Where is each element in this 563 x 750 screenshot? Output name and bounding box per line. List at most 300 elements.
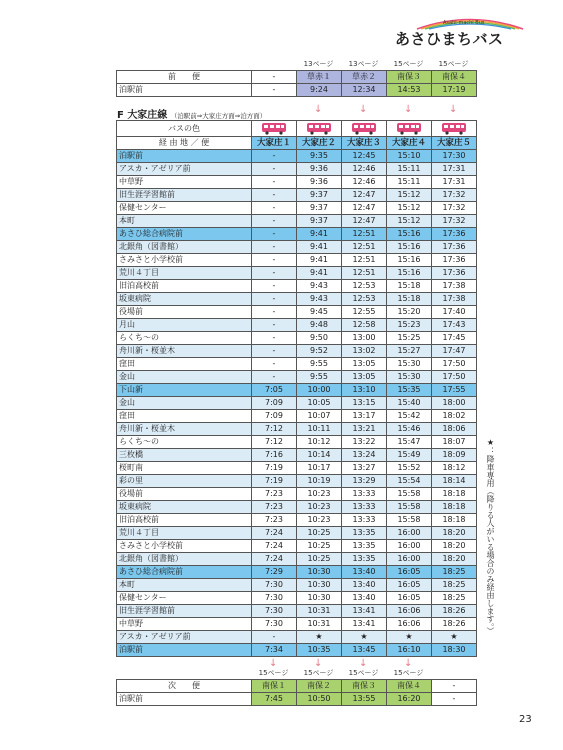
cell: - [252,84,297,97]
time-cell: 12:46 [342,176,387,189]
stop-name: 舟川新・桜並木 [117,345,252,358]
page-ref: 13ページ [348,60,379,68]
time-cell: - [252,176,297,189]
time-cell: 7:24 [252,527,297,540]
time-cell: 9:41 [297,241,342,254]
stop-name: 中草野 [117,618,252,631]
time-cell: 17:32 [432,189,477,202]
time-cell: 10:14 [297,449,342,462]
table-row [117,644,477,657]
time-cell: - [252,631,297,644]
stop-name: 北銀角（図書館） [117,553,252,566]
time-cell: 13:40 [342,592,387,605]
time-cell: 15:16 [387,267,432,280]
table-row [117,319,477,332]
bus-icon-cell [297,121,342,137]
time-cell: 15:20 [387,306,432,319]
stop-name: さみさと小学校前 [117,540,252,553]
stop-name: 彩の里 [117,475,252,488]
time-cell: - [252,371,297,384]
time-cell: - [252,241,297,254]
time-cell: ★ [387,631,432,644]
table-row [117,410,477,423]
stop-name: 泊駅前 [117,693,252,706]
down-arrow-icon: ↓ [359,658,368,669]
time-cell: 17:38 [432,293,477,306]
cell: 17:19 [432,84,477,97]
cell: 7:45 [252,693,297,706]
time-cell: 15:42 [387,410,432,423]
time-cell: 9:45 [297,306,342,319]
time-cell: 15:10 [387,150,432,163]
time-cell: ★ [297,631,342,644]
time-cell: 15:12 [387,202,432,215]
down-arrow-icon: ↓ [449,104,458,115]
table-row [117,579,477,592]
route-header: 大家庄５ [432,137,477,150]
time-cell: 18:07 [432,436,477,449]
time-cell: 15:27 [387,345,432,358]
down-arrow-icon: ↓ [314,104,323,115]
time-cell: - [252,228,297,241]
time-cell: 13:21 [342,423,387,436]
time-cell: 13:27 [342,462,387,475]
cell: 14:53 [387,84,432,97]
time-cell: 17:55 [432,384,477,397]
time-cell: 13:22 [342,436,387,449]
stop-name: あさひ総合病院前 [117,228,252,241]
table-row [117,605,477,618]
time-cell: 10:23 [297,488,342,501]
stop-name: 北銀角（図書館） [117,241,252,254]
stop-name: アスカ・アゼリア前 [117,631,252,644]
time-cell: 17:47 [432,345,477,358]
time-cell: 16:06 [387,605,432,618]
time-cell: 10:19 [297,475,342,488]
stop-name: 荒川４丁目 [117,527,252,540]
stop-name: 旧生涯学習館前 [117,189,252,202]
cell: 南保４ [432,71,477,84]
time-cell: 15:58 [387,488,432,501]
cell: 13:55 [342,693,387,706]
time-cell: 16:00 [387,553,432,566]
time-cell: 10:30 [297,592,342,605]
time-cell: 13:33 [342,501,387,514]
time-cell: 18:12 [432,462,477,475]
table-row [117,189,477,202]
time-cell: 18:30 [432,644,477,657]
stop-name: 坂東病院 [117,293,252,306]
table-row [117,475,477,488]
time-cell: 16:06 [387,618,432,631]
time-cell: 9:37 [297,202,342,215]
stop-name: あさひ総合病院前 [117,566,252,579]
time-cell: 9:35 [297,150,342,163]
time-cell: 13:02 [342,345,387,358]
table-row [117,501,477,514]
table-row [117,397,477,410]
time-cell: 16:10 [387,644,432,657]
time-cell: 12:47 [342,202,387,215]
bus-icon-cell [432,121,477,137]
time-cell: 13:33 [342,514,387,527]
bus-color-label: バスの色 [117,121,252,137]
down-arrow-icon: ↓ [404,658,413,669]
time-cell: 15:23 [387,319,432,332]
time-cell: 9:41 [297,228,342,241]
bus-icon-cell [342,121,387,137]
table-row [117,202,477,215]
time-cell: 15:16 [387,254,432,267]
stop-name: 旧生涯学習館前 [117,605,252,618]
down-arrow-icon: ↓ [404,104,413,115]
time-cell: 15:40 [387,397,432,410]
down-arrow-icon: ↓ [269,658,278,669]
time-cell: - [252,189,297,202]
prev-label: 前 便 [117,71,252,84]
time-cell: 17:36 [432,267,477,280]
time-cell: 18:09 [432,449,477,462]
time-cell: 18:25 [432,566,477,579]
page-ref: 15ページ [393,669,424,677]
time-cell: 13:41 [342,618,387,631]
stop-name: 荒川４丁目 [117,267,252,280]
cell: - [252,71,297,84]
time-cell: 18:25 [432,579,477,592]
time-cell: 18:20 [432,553,477,566]
time-cell: 15:54 [387,475,432,488]
time-cell: 10:00 [297,384,342,397]
time-cell: - [252,215,297,228]
time-cell: 18:26 [432,618,477,631]
stop-name: 役場前 [117,306,252,319]
time-cell: - [252,280,297,293]
stop-name: 窪田 [117,410,252,423]
time-cell: 7:23 [252,501,297,514]
bus-icon [351,122,377,135]
time-cell: 9:50 [297,332,342,345]
time-cell: 9:41 [297,254,342,267]
time-cell: 7:24 [252,540,297,553]
time-cell: 10:25 [297,540,342,553]
time-cell: 12:45 [342,150,387,163]
time-cell: - [252,293,297,306]
table-row [117,254,477,267]
time-cell: - [252,306,297,319]
table-row [117,332,477,345]
section-title [117,106,266,121]
timetable [116,120,477,657]
route-description: （泊駅前⇒大家庄方面⇒泊方面） [170,112,267,120]
time-cell: - [252,332,297,345]
stop-name: アスカ・アゼリア前 [117,163,252,176]
time-cell: 9:48 [297,319,342,332]
time-cell: 7:12 [252,423,297,436]
down-arrow-icon: ↓ [359,104,368,115]
side-note: ★：降車専用（降りる人がいる場合のみ経由します。） [486,438,495,635]
time-cell: 15:49 [387,449,432,462]
time-cell: 10:30 [297,566,342,579]
time-cell: 9:37 [297,215,342,228]
time-cell: 7:30 [252,592,297,605]
table-row [117,462,477,475]
time-cell: 18:20 [432,540,477,553]
time-cell: 13:35 [342,527,387,540]
time-cell: 18:06 [432,423,477,436]
time-cell: 16:05 [387,566,432,579]
time-cell: 18:00 [432,397,477,410]
time-cell: 16:00 [387,527,432,540]
time-cell: 15:18 [387,280,432,293]
time-cell: 7:30 [252,618,297,631]
time-cell: 9:43 [297,293,342,306]
table-row [117,293,477,306]
time-cell: 9:52 [297,345,342,358]
cell: 10:50 [297,693,342,706]
time-cell: 12:53 [342,293,387,306]
time-cell: ★ [342,631,387,644]
bus-icon [396,122,422,135]
cell: 南保３ [342,680,387,693]
cell: 南保４ [387,680,432,693]
table-row [117,176,477,189]
time-cell: 15:58 [387,501,432,514]
time-cell: - [252,163,297,176]
time-cell: 12:51 [342,267,387,280]
stop-name: 中草野 [117,176,252,189]
cell: 草赤２ [342,71,387,84]
time-cell: 17:50 [432,371,477,384]
time-cell: 15:12 [387,189,432,202]
stop-name: 月山 [117,319,252,332]
table-row [117,618,477,631]
time-cell: 12:51 [342,241,387,254]
bus-icon-cell [387,121,432,137]
time-cell: 15:30 [387,371,432,384]
table-row [117,241,477,254]
page-ref: 15ページ [258,669,289,677]
time-cell: ★ [432,631,477,644]
time-cell: 7:05 [252,384,297,397]
table-row [117,540,477,553]
table-row [117,384,477,397]
time-cell: 15:35 [387,384,432,397]
time-cell: 10:30 [297,579,342,592]
cell: 南保２ [297,680,342,693]
table-row [117,228,477,241]
time-cell: - [252,267,297,280]
time-cell: 17:43 [432,319,477,332]
table-row [117,280,477,293]
time-cell: 13:15 [342,397,387,410]
brand-logo [395,16,545,56]
time-cell: 17:36 [432,228,477,241]
page-ref: 13ページ [303,60,334,68]
time-cell: 7:19 [252,462,297,475]
time-cell: 13:45 [342,644,387,657]
time-cell: 18:25 [432,592,477,605]
time-cell: 18:18 [432,501,477,514]
time-cell: 7:30 [252,605,297,618]
time-cell: - [252,150,297,163]
time-cell: 13:00 [342,332,387,345]
time-cell: 13:33 [342,488,387,501]
time-cell: 10:25 [297,527,342,540]
time-cell: 12:53 [342,280,387,293]
time-cell: 7:19 [252,475,297,488]
stop-name: 舟川新・桜並木 [117,423,252,436]
time-cell: 18:18 [432,488,477,501]
table-row [117,358,477,371]
time-cell: - [252,345,297,358]
time-cell: 7:30 [252,579,297,592]
time-cell: 10:05 [297,397,342,410]
page-ref: 15ページ [438,60,469,68]
time-cell: 17:31 [432,163,477,176]
time-cell: 15:16 [387,241,432,254]
bus-icon [306,122,332,135]
stop-name: 保健センター [117,202,252,215]
time-cell: 10:25 [297,553,342,566]
time-cell: 12:51 [342,254,387,267]
page-ref: 15ページ [348,669,379,677]
time-cell: 13:05 [342,371,387,384]
time-cell: 15:30 [387,358,432,371]
time-cell: 7:34 [252,644,297,657]
table-row [117,631,477,644]
page-ref: 15ページ [303,669,334,677]
stop-name: 保健センター [117,592,252,605]
bus-icon-cell [252,121,297,137]
time-cell: 13:41 [342,605,387,618]
time-cell: 17:36 [432,241,477,254]
time-cell: 7:09 [252,397,297,410]
stop-name: らくち〜の [117,436,252,449]
route-header: 大家庄４ [387,137,432,150]
table-row [117,527,477,540]
time-cell: 18:14 [432,475,477,488]
brand-subtitle: Asahi-machi Bus [443,20,485,26]
bus-icon [441,122,467,135]
time-cell: 18:18 [432,514,477,527]
stop-name: 泊駅前 [117,150,252,163]
cell: 16:20 [387,693,432,706]
time-cell: 9:37 [297,189,342,202]
time-cell: 15:58 [387,514,432,527]
time-cell: 13:35 [342,540,387,553]
time-cell: 17:45 [432,332,477,345]
route-header: 大家庄１ [252,137,297,150]
time-cell: 15:16 [387,228,432,241]
time-cell: 17:36 [432,254,477,267]
next-label: 次 便 [117,680,252,693]
table-row [117,553,477,566]
time-cell: 10:07 [297,410,342,423]
cell: 南保３ [387,71,432,84]
time-cell: 17:31 [432,176,477,189]
stop-name: 旧泊高校前 [117,280,252,293]
stop-name: 下山新 [117,384,252,397]
time-cell: 9:36 [297,163,342,176]
time-cell: 12:51 [342,228,387,241]
stop-name: 坂東病院 [117,501,252,514]
cell: - [432,693,477,706]
stop-name: 役場前 [117,488,252,501]
time-cell: 9:55 [297,371,342,384]
time-cell: 10:11 [297,423,342,436]
time-cell: 13:40 [342,579,387,592]
time-cell: 15:46 [387,423,432,436]
time-cell: 7:23 [252,488,297,501]
time-cell: 10:31 [297,605,342,618]
time-cell: 15:11 [387,176,432,189]
bus-icon [261,122,287,135]
table-row [117,514,477,527]
time-cell: 17:32 [432,202,477,215]
stop-name: 泊駅前 [117,84,252,97]
time-cell: 12:58 [342,319,387,332]
time-cell: 15:47 [387,436,432,449]
time-cell: 12:55 [342,306,387,319]
time-cell: 15:52 [387,462,432,475]
time-cell: 13:17 [342,410,387,423]
time-cell: 16:05 [387,579,432,592]
time-cell: 10:17 [297,462,342,475]
time-cell: 7:24 [252,553,297,566]
time-cell: 7:23 [252,514,297,527]
previous-bus-table [116,70,477,97]
stop-name: さみさと小学校前 [117,254,252,267]
cell: - [432,680,477,693]
time-cell: 9:43 [297,280,342,293]
page-ref: 15ページ [393,60,424,68]
down-arrow-icon: ↓ [314,658,323,669]
table-row [117,488,477,501]
time-cell: 17:38 [432,280,477,293]
time-cell: 18:02 [432,410,477,423]
time-cell: 7:16 [252,449,297,462]
route-header: 大家庄２ [297,137,342,150]
time-cell: 10:23 [297,501,342,514]
via-label: 経 由 地 ／ 便 [117,137,252,150]
table-row [117,423,477,436]
table-row [117,163,477,176]
time-cell: 13:24 [342,449,387,462]
table-row [117,267,477,280]
stop-name: 金山 [117,397,252,410]
time-cell: 18:20 [432,527,477,540]
table-row [117,345,477,358]
time-cell: 18:26 [432,605,477,618]
time-cell: 16:00 [387,540,432,553]
time-cell: - [252,202,297,215]
time-cell: 17:50 [432,358,477,371]
route-title: F 大家庄線 [117,110,168,121]
time-cell: - [252,319,297,332]
time-cell: 10:35 [297,644,342,657]
time-cell: 9:55 [297,358,342,371]
time-cell: 12:47 [342,189,387,202]
page-number: 23 [519,714,532,725]
time-cell: 15:25 [387,332,432,345]
stop-name: 金山 [117,371,252,384]
time-cell: 16:05 [387,592,432,605]
time-cell: 7:12 [252,436,297,449]
table-row [117,449,477,462]
time-cell: - [252,358,297,371]
table-row [117,566,477,579]
cell: 草赤１ [297,71,342,84]
